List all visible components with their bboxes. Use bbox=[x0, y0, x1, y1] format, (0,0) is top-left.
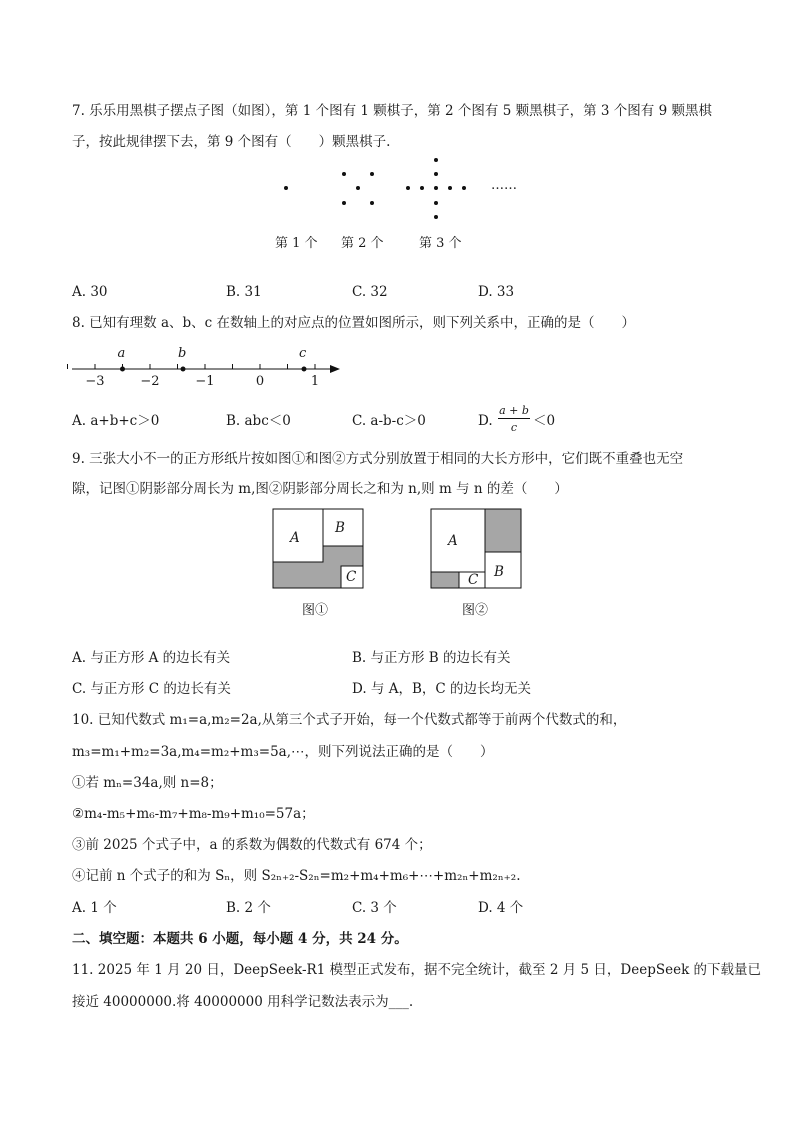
q8-option-b: B. abc＜0 bbox=[226, 413, 291, 429]
fig-label-2: 第 2 个 bbox=[341, 236, 384, 251]
square-label-b-2: B bbox=[494, 564, 504, 580]
q7-option-d: D. 33 bbox=[478, 284, 515, 300]
square-label-a-2: A bbox=[448, 533, 458, 549]
q10-text-line2: m₃=m₁+m₂=3a,m₄=m₂+m₃=5a,⋯，则下列说法正确的是（ ） bbox=[72, 744, 494, 760]
ellipsis: …… bbox=[491, 178, 517, 193]
number-line bbox=[60, 340, 360, 376]
dot bbox=[434, 172, 438, 176]
q7-option-a: A. 30 bbox=[72, 284, 108, 300]
point-label-a: a bbox=[117, 346, 126, 361]
square-label-b: B bbox=[335, 520, 345, 536]
q9-option-d: D. 与 A，B，C 的边长均无关 bbox=[352, 681, 532, 697]
q11-text-line1: 11. 2025 年 1 月 20 日，DeepSeek-R1 模型正式发布，据不完全统计，截至 2 月 5 日，DeepSeek 的下载量已 bbox=[72, 962, 762, 978]
square-label-c: C bbox=[346, 569, 357, 585]
q9-text-line2: 隙，记图①阴影部分周长为 m,图②阴影部分周长之和为 n,则 m 与 n 的差（ ） bbox=[72, 481, 568, 497]
q10-statement-4: ④记前 n 个式子的和为 Sₙ，则 S₂ₙ₊₂-S₂ₙ=m₂+m₄+m₆+⋯+m₂ₙ+m₂ₙ₊₂. bbox=[72, 868, 521, 884]
section-title: 二、填空题：本题共 6 小题，每小题 4 分，共 24 分。 bbox=[72, 931, 408, 947]
fig-label-1: 第 1 个 bbox=[275, 236, 318, 251]
q10-statement-2: ②m₄-m₅+m₆-m₇+m₈-m₉+m₁₀=57a； bbox=[72, 806, 315, 822]
q10-option-a: A. 1 个 bbox=[72, 900, 117, 916]
fig-label-circle-2: 图② bbox=[462, 603, 489, 618]
square-label-a: A bbox=[290, 530, 300, 546]
q9-option-a: A. 与正方形 A 的边长有关 bbox=[72, 650, 231, 666]
q10-statement-3: ③前 2025 个式子中，a 的系数为偶数的代数式有 674 个； bbox=[72, 837, 432, 853]
q9-option-b: B. 与正方形 B 的边长有关 bbox=[352, 650, 511, 666]
tick-label: 0 bbox=[255, 374, 265, 389]
dot bbox=[342, 172, 346, 176]
fraction-denominator: c bbox=[510, 421, 518, 434]
fig-label-3: 第 3 个 bbox=[419, 236, 462, 251]
q7-text-line2: 子，按此规律摆下去，第 9 个图有（ ）颗黑棋子. bbox=[72, 134, 391, 150]
dot bbox=[356, 186, 360, 190]
q8-option-d: D. bbox=[478, 413, 493, 429]
square-label-c-2: C bbox=[468, 572, 479, 588]
q11-text-line2: 接近 40000000.将 40000000 用科学记数法表示为___. bbox=[72, 994, 414, 1010]
point-label-c: c bbox=[299, 346, 307, 361]
fig-label-circle-1: 图① bbox=[302, 603, 329, 618]
dot bbox=[370, 201, 374, 205]
q8-option-c: C. a-b-c＞0 bbox=[352, 413, 426, 429]
point-a bbox=[120, 367, 125, 372]
dot bbox=[434, 201, 438, 205]
q8-option-a: A. a+b+c＞0 bbox=[72, 413, 160, 429]
dot bbox=[434, 186, 438, 190]
q8-text-line1: 8. 已知有理数 a、b、c 在数轴上的对应点的位置如图所示，则下列关系中，正确的是（ ） bbox=[72, 315, 636, 331]
point-label-b: b bbox=[178, 346, 187, 361]
dot bbox=[448, 186, 452, 190]
point-c bbox=[302, 367, 307, 372]
dot bbox=[462, 186, 466, 190]
tick-label: 1 bbox=[310, 374, 320, 389]
q10-option-c: C. 3 个 bbox=[352, 900, 397, 916]
q7-option-b: B. 31 bbox=[226, 284, 262, 300]
tick-label: −1 bbox=[195, 374, 215, 389]
q9-option-c: C. 与正方形 C 的边长有关 bbox=[72, 681, 231, 697]
dot bbox=[284, 186, 288, 190]
dot bbox=[370, 172, 374, 176]
fraction-bar bbox=[498, 418, 530, 419]
tick-label: −3 bbox=[85, 374, 105, 389]
q7-option-c: C. 32 bbox=[352, 284, 388, 300]
q10-statement-1: ①若 mₙ=34a,则 n=8； bbox=[72, 775, 223, 791]
fraction-numerator: a + b bbox=[499, 404, 529, 417]
dot bbox=[420, 186, 424, 190]
point-b bbox=[181, 367, 186, 372]
q7-text-line1: 7. 乐乐用黑棋子摆点子图（如图），第 1 个图有 1 颗棋子，第 2 个图有 5 颗黑棋子，第 3 个图有 9 颗黑棋 bbox=[72, 103, 712, 119]
dot bbox=[434, 215, 438, 219]
dot bbox=[342, 201, 346, 205]
q8-option-d-suffix: ＜0 bbox=[533, 413, 556, 429]
q10-text-line1: 10. 已知代数式 m₁=a,m₂=2a,从第三个式子开始，每一个代数式都等于前两个代数式的和， bbox=[72, 712, 627, 728]
q10-option-d: D. 4 个 bbox=[478, 900, 524, 916]
q10-option-b: B. 2 个 bbox=[226, 900, 271, 916]
dot bbox=[406, 186, 410, 190]
dot bbox=[434, 158, 438, 162]
q9-text-line1: 9. 三张大小不一的正方形纸片按如图①和图②方式分别放置于相同的大长方形中，它们既不重叠也无空 bbox=[72, 451, 684, 467]
tick-label: −2 bbox=[140, 374, 160, 389]
